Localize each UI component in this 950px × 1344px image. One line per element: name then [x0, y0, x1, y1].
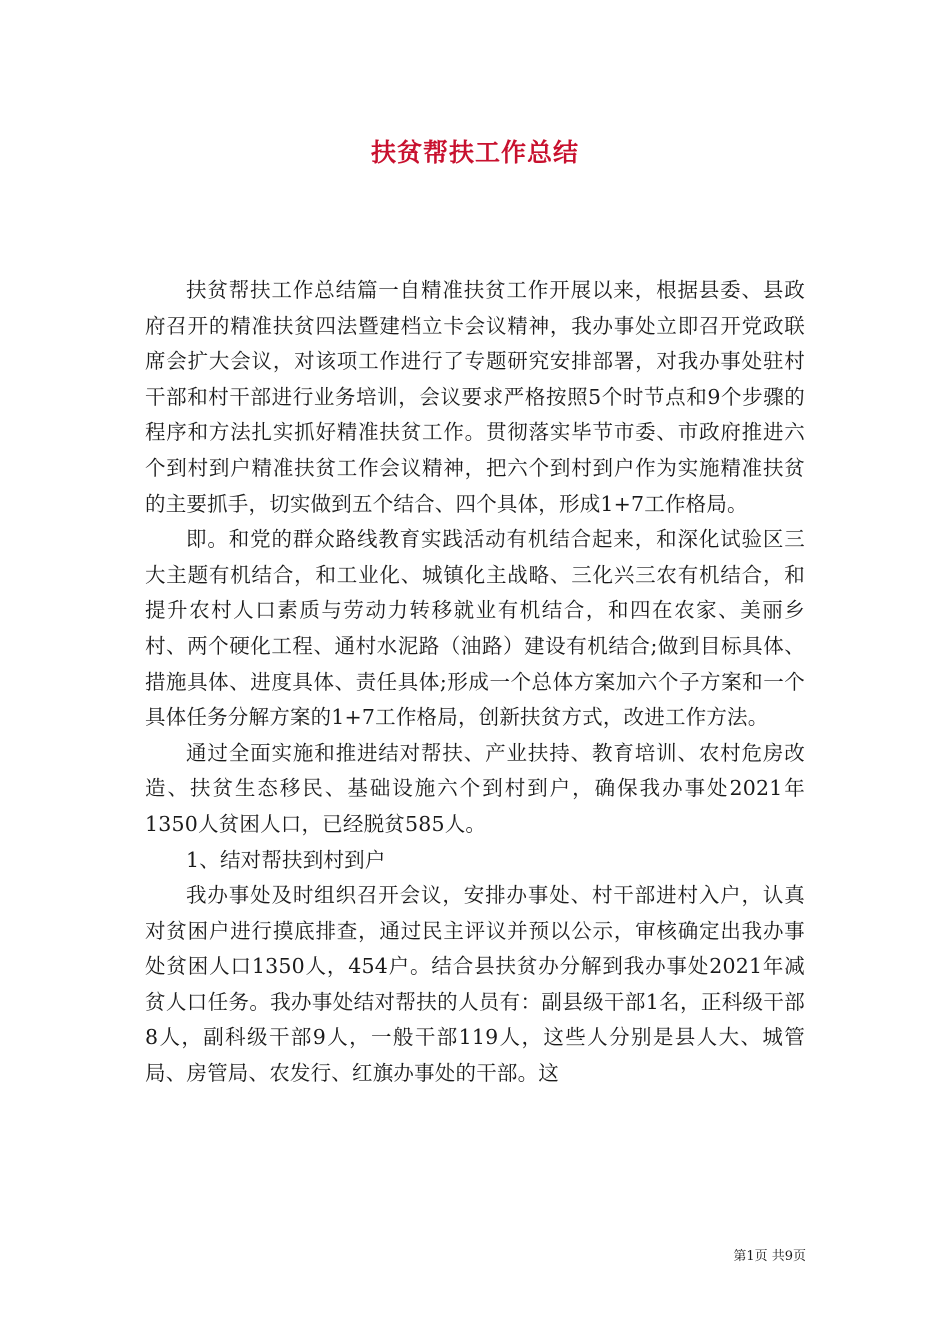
section-heading: 1、结对帮扶到村到户	[186, 847, 386, 872]
document-title: 扶贫帮扶工作总结	[370, 138, 579, 167]
document-body	[145, 273, 805, 1092]
page-number: 第1页 共9页	[733, 1249, 806, 1264]
paragraph: 扶贫帮扶工作总结篇一自精准扶贫工作开展以来，根据县委、县政府召开的精准扶贫四法暨建档立卡会议精神，我办事处立即召开党政联席会扩大会议，对该项工作进行了专题研究安排部署，对我办事处驻村干部和村干部进行业务培训，会议要求严格按照5个时节点和9个步骤的程序和方法扎实抓好精准扶贫工作。贯彻落实毕节市委、市政府推进六个到村到户精准扶贫工作会议精神，把六个到村到户作为实施精准扶贫的主要抓手，切实做到五个结合、四个具体，形成1+7工作格局。	[145, 278, 805, 516]
paragraph: 即。和党的群众路线教育实践活动有机结合起来，和深化试验区三大主题有机结合，和工业化、城镇化主战略、三化兴三农有机结合，和提升农村人口素质与劳动力转移就业有机结合，和四在农家、美丽乡村、两个硬化工程、通村水泥路（油路）建设有机结合;做到目标具体、措施具体、进度具体、责任具体;形成一个总体方案加六个子方案和一个具体任务分解方案的1+7工作格局，创新扶贫方式，改进工作方法。	[145, 527, 805, 730]
paragraph: 通过全面实施和推进结对帮扶、产业扶持、教育培训、农村危房改造、扶贫生态移民、基础设施六个到村到户，确保我办事处2021年1350人贫困人口，已经脱贫585人。	[145, 740, 805, 836]
paragraph: 我办事处及时组织召开会议，安排办事处、村干部进村入户，认真对贫困户进行摸底排查，通过民主评议并预以公示，审核确定出我办事处贫困人口1350人，454户。结合县扶贫办分解到我办事处2021年减贫人口任务。我办事处结对帮扶的人员有：副县级干部1名，正科级干部8人，副科级干部9人，一般干部119人，这些人分别是县人大、城管局、房管局、农发行、红旗办事处的干部。这	[145, 883, 805, 1086]
